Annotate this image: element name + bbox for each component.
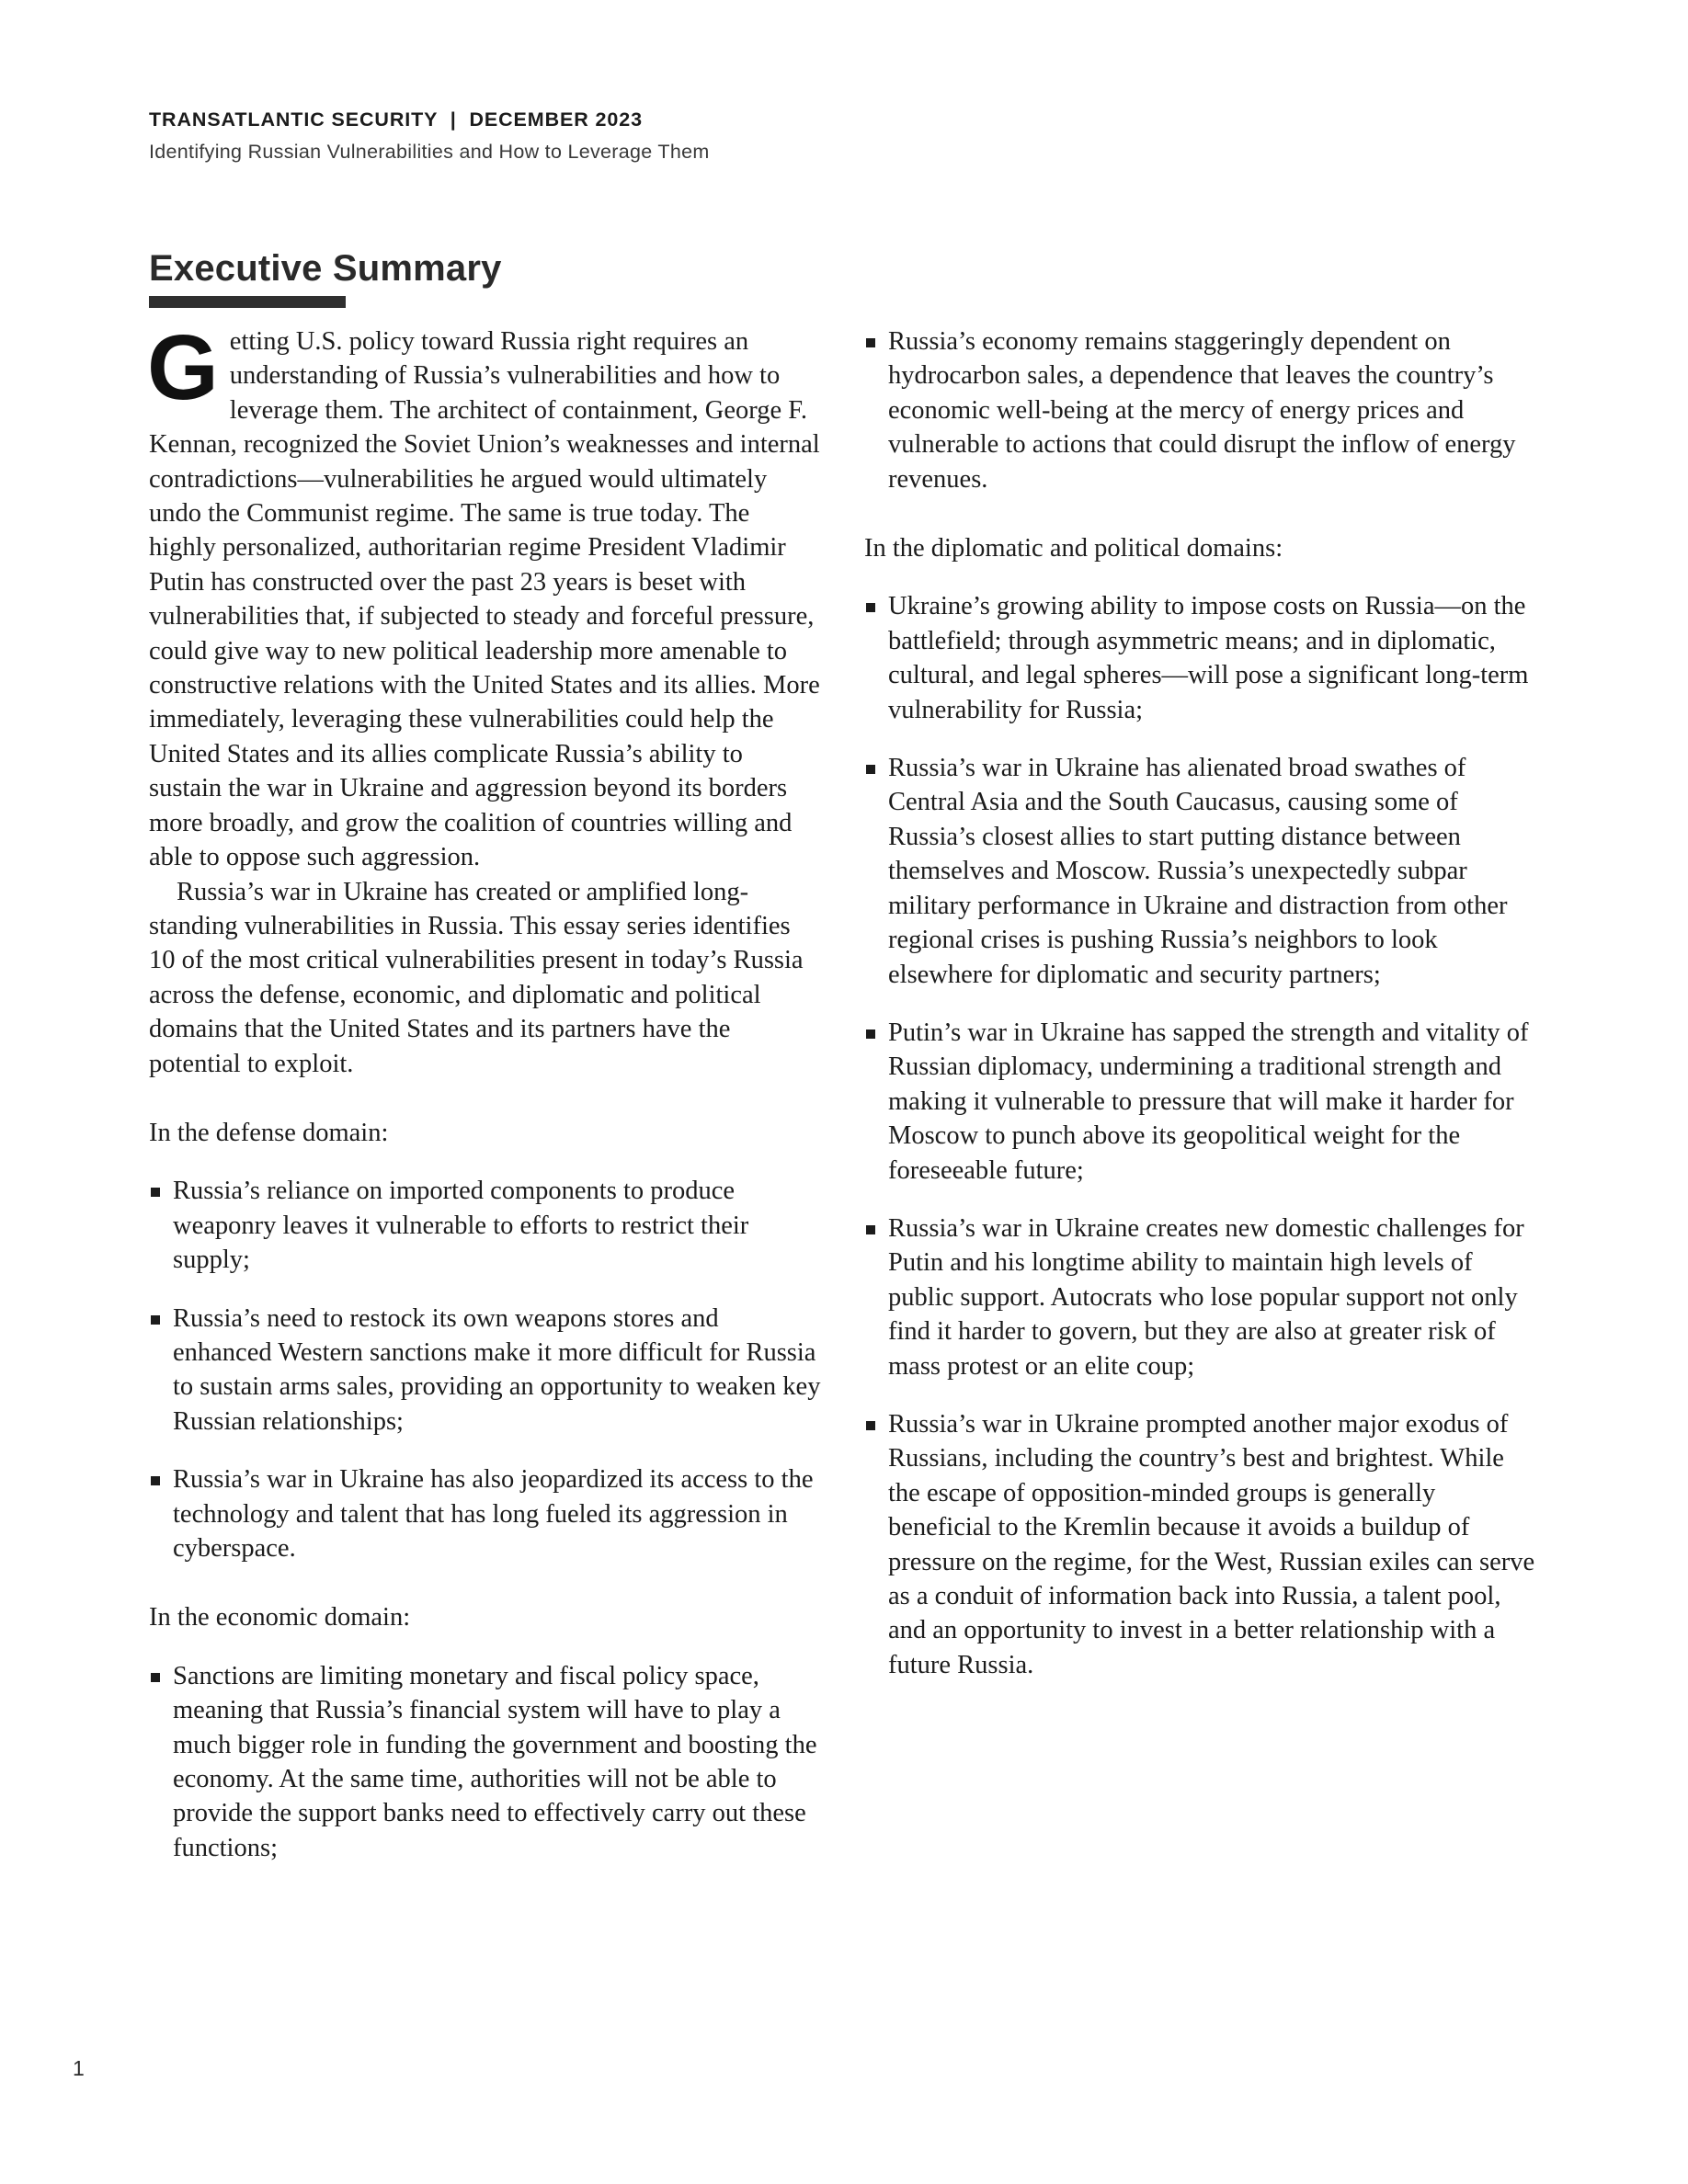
economic-list-continued xyxy=(864,324,1539,496)
list-item xyxy=(864,1407,1539,1682)
left-column xyxy=(147,316,822,1865)
diplomatic-domain-label: In the diplomatic and political domains: xyxy=(864,534,1283,563)
defense-domain-label: In the defense domain: xyxy=(149,1118,389,1147)
square-bullet-icon xyxy=(151,1476,160,1485)
square-bullet-icon xyxy=(866,338,875,347)
list-item xyxy=(864,589,1539,727)
list-item-text: Russia’s war in Ukraine creates new domestic challenges for Putin and his longtime ability to maintain high levels of public support. Autocrats who lose popular support not only find it harder to govern, but they are also at greater risk of mass protest or an elite coup; xyxy=(888,1213,1524,1381)
intro-paragraph-text: etting U.S. policy toward Russia right requires an understanding of Russia’s vulnerabilities and how to leverage them. The architect of containment, George F. Kennan, recognized the Soviet Union’s weaknesses and internal contradictions—vulnerabilities he argued would ultimately undo the Communist regime. The same is true today. The highly personalized, authoritarian regime President Vladimir Putin has constructed over the past 23 years is beset with vulnerabilities that, if subjected to steady and forceful pressure, could give way to new political leadership more amenable to constructive relations with the United States and its allies. More immediately, leveraging these vulnerabilities could help the United States and its allies complicate Russia’s ability to sustain the war in Ukraine and aggression beyond its borders more broadly, and grow the coalition of countries willing and able to oppose such aggression. xyxy=(149,327,820,872)
list-item xyxy=(864,1016,1539,1188)
list-item xyxy=(149,1302,822,1439)
drop-cap: G xyxy=(147,316,219,419)
list-item-text: Sanctions are limiting monetary and fiscal policy space, meaning that Russia’s financial system will have to play a much bigger role in funding the government and boosting the economy. At the same time, authorities will not be able to provide the support banks need to effectively carry out these functions; xyxy=(173,1661,817,1862)
square-bullet-icon xyxy=(151,1315,160,1325)
list-item-text: Russia’s war in Ukraine prompted another major exodus of Russians, including the country’s best and brightest. While the escape of opposition-minded groups is generally beneficial to the Kremlin because it avoids a buildup of pressure on the regime, for the West, Russian exiles can serve as a conduit of information back into Russia, a talent pool, and an opportunity to invest in a better relationship with a future Russia. xyxy=(888,1409,1535,1679)
right-column xyxy=(864,324,1539,1682)
page-number: 1 xyxy=(73,2056,85,2080)
list-item xyxy=(864,324,1539,496)
economic-list xyxy=(149,1659,822,1865)
square-bullet-icon xyxy=(866,1029,875,1039)
list-item xyxy=(864,1211,1539,1383)
square-bullet-icon xyxy=(866,1225,875,1234)
list-item-text: Russia’s war in Ukraine has also jeopardized its access to the technology and talent that has long fueled its aggression in cyberspace. xyxy=(173,1465,814,1563)
economic-domain-label: In the economic domain: xyxy=(149,1603,411,1632)
intro-paragraph-2: Russia’s war in Ukraine has created or amplified long-standing vulnerabilities in Russia. This essay series identifies 10 of the most critical vulnerabilities present in today’s Russia across the defense, economic, and diplomatic and political domains that the United States and its partners have the potential to exploit. xyxy=(149,877,804,1078)
series-kicker: TRANSATLANTIC SECURITY | DECEMBER 2023 xyxy=(149,108,643,131)
square-bullet-icon xyxy=(866,603,875,612)
square-bullet-icon xyxy=(866,1421,875,1430)
intro-paragraph xyxy=(147,316,822,875)
list-item-text: Putin’s war in Ukraine has sapped the strength and vitality of Russian diplomacy, undermining a traditional strength and making it vulnerable to pressure that will make it harder for Moscow to punch above its geopolitical weight for the foreseeable future; xyxy=(888,1018,1529,1185)
list-item-text: Russia’s reliance on imported components to produce weaponry leaves it vulnerable to efforts to restrict their supply; xyxy=(173,1177,749,1275)
title-underline-bar xyxy=(149,296,346,308)
running-header xyxy=(149,108,710,164)
square-bullet-icon xyxy=(151,1673,160,1682)
square-bullet-icon xyxy=(866,765,875,774)
list-item-text: Russia’s need to restock its own weapons stores and enhanced Western sanctions make it more difficult for Russia to sustain arms sales, providing an opportunity to weaken key Russian relationships; xyxy=(173,1303,821,1436)
section-title: Executive Summary xyxy=(149,248,502,289)
square-bullet-icon xyxy=(151,1188,160,1197)
list-item-text: Russia’s economy remains staggeringly dependent on hydrocarbon sales, a dependence that leaves the country’s economic well-being at the mercy of energy prices and vulnerable to actions that could disrupt the inflow of energy revenues. xyxy=(888,327,1516,494)
list-item xyxy=(149,1659,822,1865)
list-item xyxy=(149,1174,822,1277)
defense-list xyxy=(149,1174,822,1565)
list-item-text: Russia’s war in Ukraine has alienated broad swathes of Central Asia and the South Caucasus, causing some of Russia’s closest allies to start putting distance between themselves and Moscow. Russia’s unexpectedly subpar military performance in Ukraine and distraction from other regional crises is pushing Russia’s neighbors to look elsewhere for diplomatic and security partners; xyxy=(888,754,1508,989)
list-item xyxy=(864,751,1539,992)
list-item-text: Ukraine’s growing ability to impose costs on Russia—on the battlefield; through asymmetric means; and in diplomatic, cultural, and legal spheres—will pose a significant long-term vulnerability for Russia; xyxy=(888,592,1529,724)
report-subtitle: Identifying Russian Vulnerabilities and How to Leverage Them xyxy=(149,141,710,163)
list-item xyxy=(149,1462,822,1565)
diplomatic-list xyxy=(864,589,1539,1682)
